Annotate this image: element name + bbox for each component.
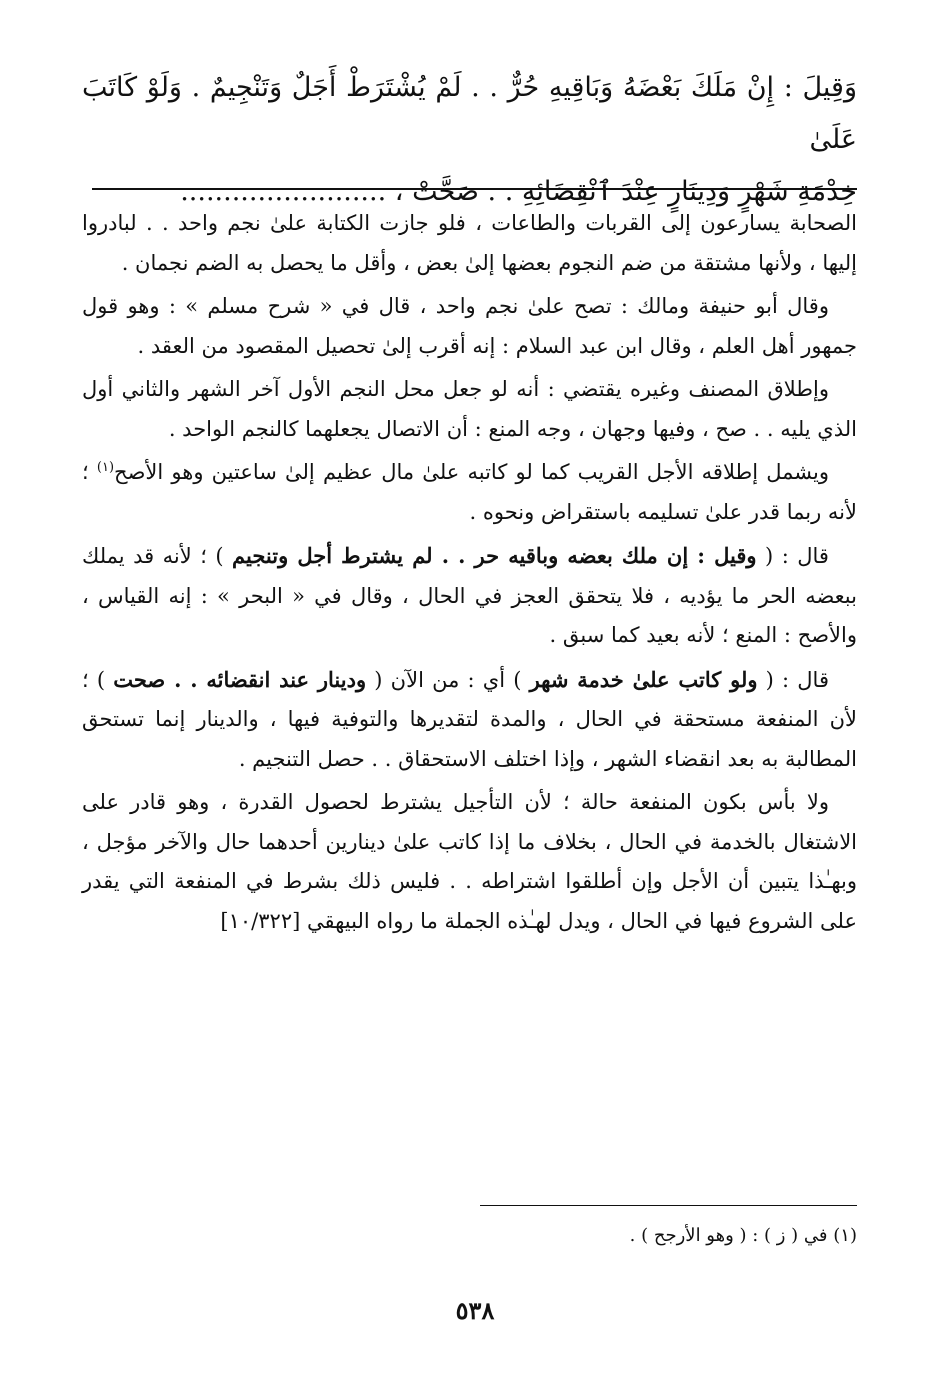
commentary-paragraph-3: وإطلاق المصنف وغيره يقتضي : أنه لو جعل محل النجم الأول آخر الشهر والثاني أول الذي يليه . . صح ، وفيها وجهان ، وجه المنع : أن الاتصال يجعلهما كالنجم الواحد . bbox=[82, 377, 857, 441]
commentary-paragraph-2: وقال أبو حنيفة ومالك : تصح علىٰ نجم واحد ، قال في « شرح مسلم » : وهو قول جمهور أهل العلم ، وقال ابن عبد السلام : إنه أقرب إلىٰ تحصيل المقصود من العقد . bbox=[82, 294, 857, 358]
quote-intro: قال : ( bbox=[756, 544, 829, 568]
commentary-inline-text: ) أي : من الآن ( bbox=[366, 667, 530, 692]
quoted-matn-bold: وقيل : إن ملك بعضه وباقيه حر . . لم يشترط أجل وتنجيم bbox=[232, 543, 757, 568]
footnote-divider bbox=[480, 1205, 857, 1206]
commentary-paragraph-6-text: ) ؛ لأن المنفعة مستحقة في الحال ، والمدة لتقديرها والتوفية فيها ، والدينار إنما تستحق المطالبة به بعد انقضاء الشهر ، وإذا اختلف الاستحقاق . . حصل التنجيم . bbox=[82, 667, 857, 771]
quote-intro: قال : ( bbox=[757, 667, 829, 692]
commentary-paragraph-7 bbox=[82, 783, 857, 941]
footnote bbox=[400, 1222, 857, 1250]
commentary-paragraph-6 bbox=[82, 660, 857, 780]
footnote-text: في ( ز ) : ( وهو الأرجح ) . bbox=[629, 1225, 828, 1246]
commentary-paragraph-4-continuation: ؛ لأنه ربما قدر علىٰ تسليمه باستقراض ونحوه . bbox=[82, 460, 857, 524]
matn-divider bbox=[92, 188, 857, 190]
matn-text-block bbox=[82, 62, 857, 218]
commentary-paragraph-1: الصحابة يسارعون إلى القربات والطاعات ، فلو جازت الكتابة علىٰ نجم واحد . . لبادروا إليها ، ولأنها مشتقة من ضم النجوم بعضها إلىٰ بعض ، وأقل ما يحصل به الضم نجمان . bbox=[82, 211, 857, 275]
commentary-paragraph-4 bbox=[82, 453, 857, 532]
matn-ellipsis-dots: ........................ bbox=[180, 176, 387, 207]
quoted-matn-bold: ودينار عند انقضائه . . صحت bbox=[113, 666, 367, 692]
matn-line-2-text: خِدْمَةِ شَهْرٍ وَدِينَارٍ عِنْدَ ٱنْقِضَائِهِ . . صَحَّتْ ، bbox=[394, 176, 857, 207]
source-reference: [١٠/٣٢٢] bbox=[220, 908, 301, 933]
footnote-number: (١) bbox=[833, 1225, 857, 1246]
commentary-paragraph-5 bbox=[82, 536, 857, 656]
commentary-paragraph-5-text: ) ؛ لأنه قد يملك ببعضه الحر ما يؤديه ، فلا يتحقق العجز في الحال ، وقال في « البحر » : إنه القياس ، والأصح : المنع ؛ لأنه بعيد كما سبق . bbox=[82, 544, 857, 647]
matn-line-1: وَقِيلَ : إِنْ مَلَكَ بَعْضَهُ وَبَاقِيهِ حُرٌّ . . لَمْ يُشْتَرَطْ أَجَلٌ وَتَنْجِيمٌ . وَلَوْ كَاتَبَ عَلَىٰ bbox=[82, 72, 857, 155]
commentary-paragraph-4-text: ويشمل إطلاقه الأجل القريب كما لو كاتبه علىٰ مال عظيم إلىٰ ساعتين وهو الأصح bbox=[114, 460, 829, 484]
footnote-reference-1: (١) bbox=[96, 460, 115, 475]
commentary-paragraph-7-text: ولا بأس بكون المنفعة حالة ؛ لأن التأجيل يشترط لحصول القدرة ، وهو قادر على الاشتغال بالخدمة في الحال ، بخلاف ما إذا كاتب علىٰ دينارين أحدهما حال والآخر مؤجل ، وبهـٰذا يتبين أن الأجل وإن أطلقوا اشتراطه . . فليس ذلك بشرط في المنفعة التي يقدر على الشروع فيها في الحال ، ويدل لهـٰذه الجملة ما رواه البيهقي bbox=[82, 790, 857, 933]
commentary-text-block bbox=[82, 204, 857, 945]
quoted-matn-bold: ولو كاتب علىٰ خدمة شهر bbox=[529, 666, 758, 692]
page-number: ٥٣٨ bbox=[455, 1296, 495, 1325]
